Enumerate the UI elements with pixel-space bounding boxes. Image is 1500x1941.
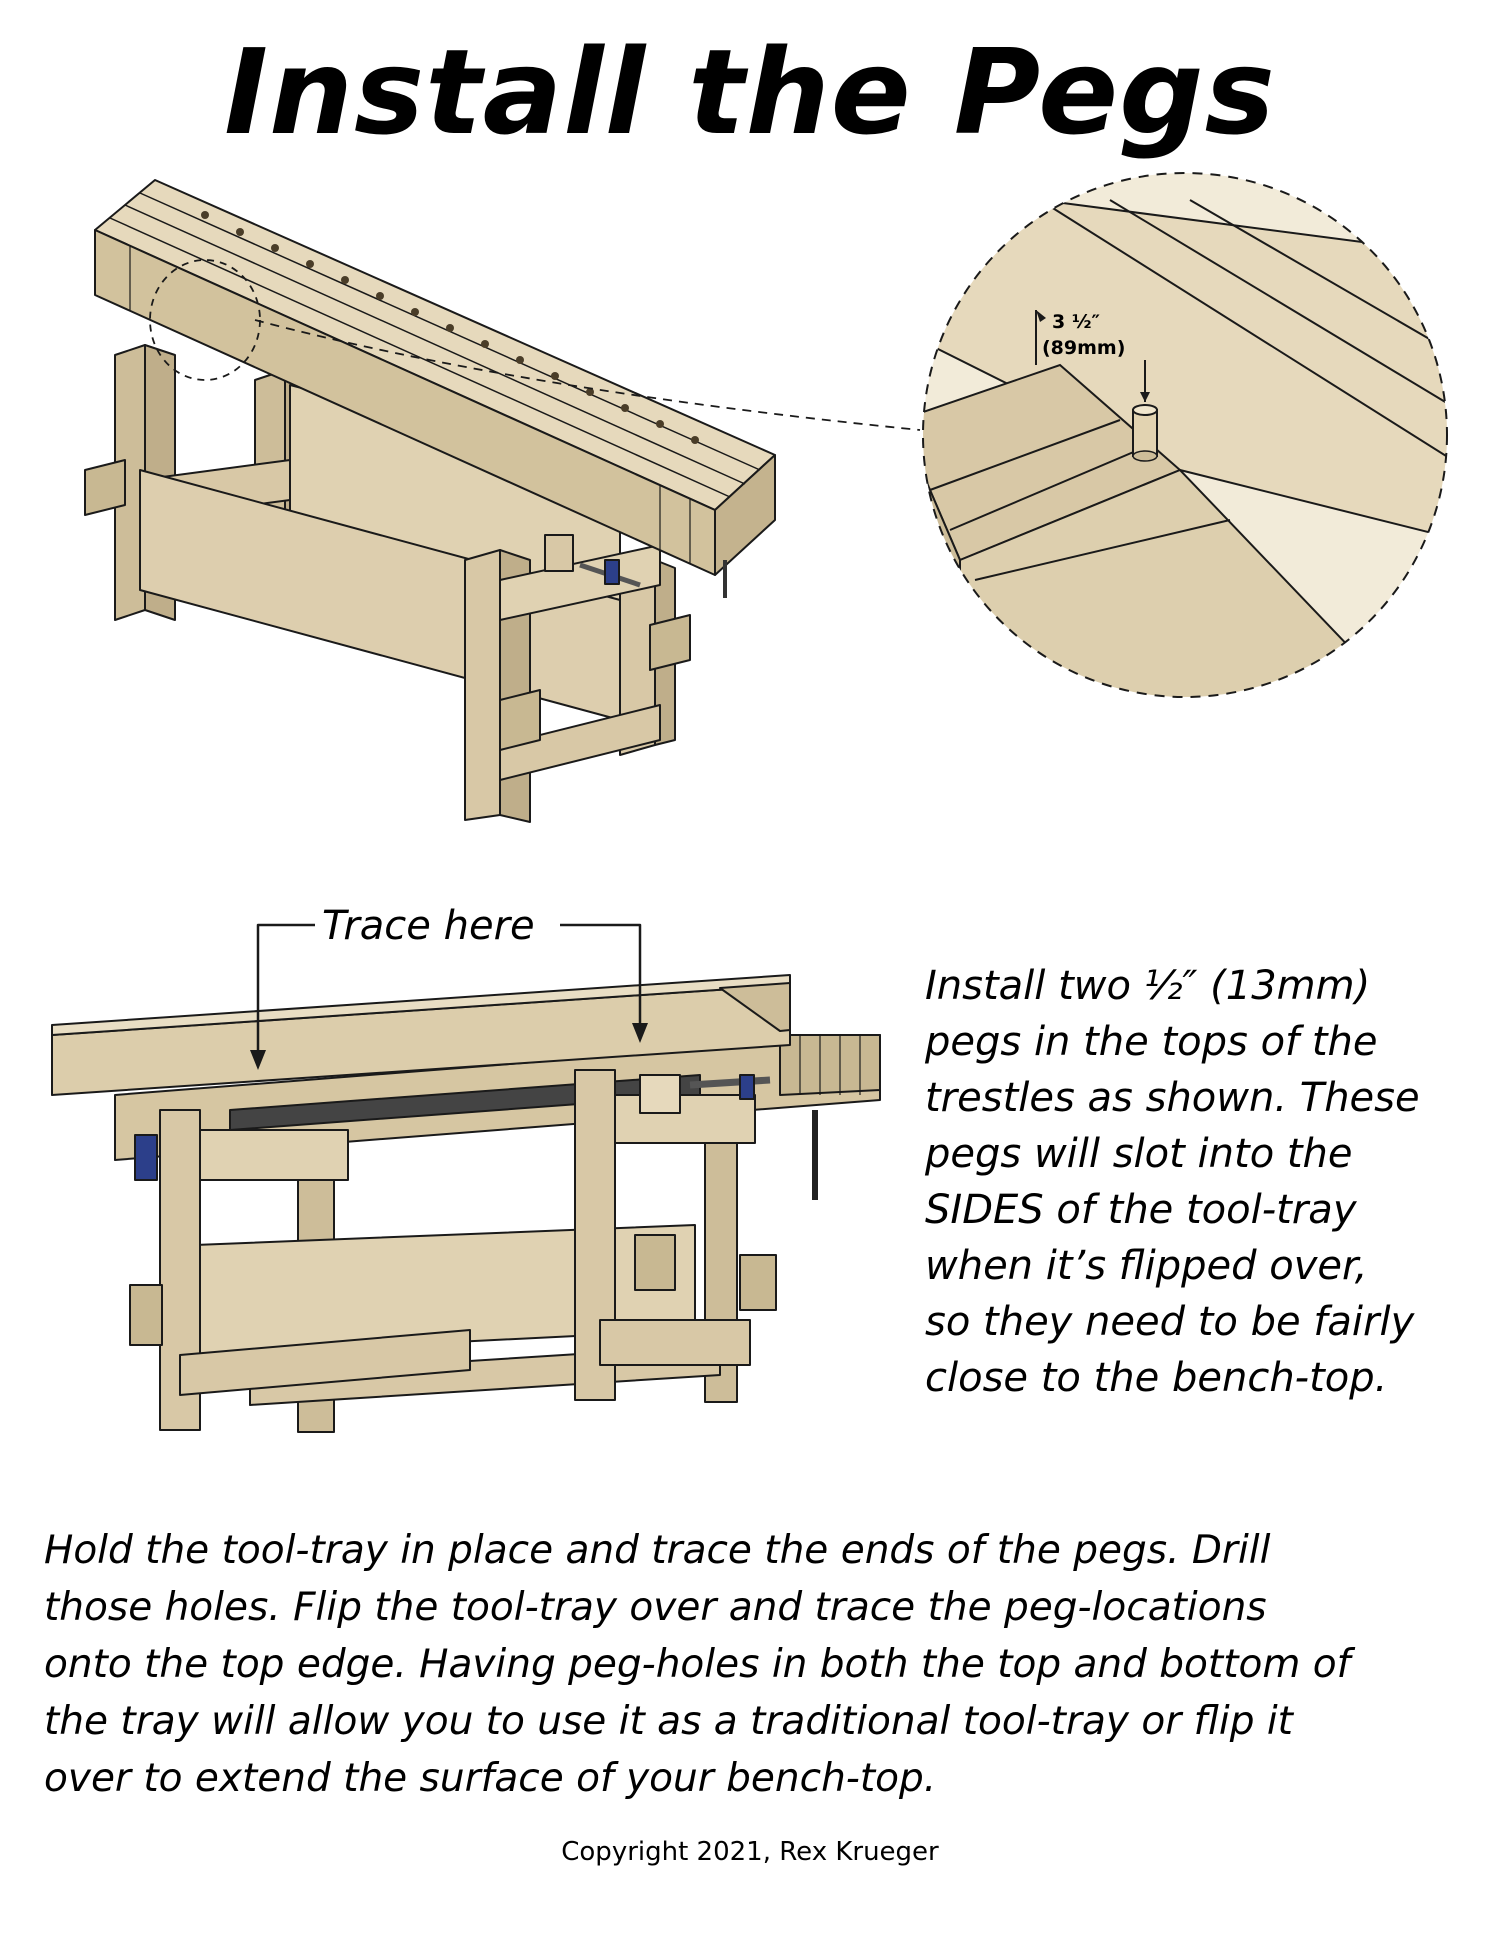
copyright-notice: Copyright 2021, Rex Krueger [561, 1837, 939, 1867]
page-title: Install the Pegs [224, 23, 1276, 161]
main-instructions: Hold the tool-tray in place and trace the ends of the pegs. Drill those holes. Flip the tool-tray over and trace the peg-locations onto the top edge. Having peg-holes in both the top and bottom of the tray will allow you to use it as a traditional tool-tray or flip it over to extend the surface of your bench-top. [44, 1528, 1351, 1801]
peg-detail-illustration [880, 150, 1500, 750]
dimension-metric: (89mm) [1042, 337, 1126, 359]
trace-here-label: Trace here [322, 903, 535, 949]
dimension-imperial: 3 ½″ [1052, 311, 1100, 333]
bench-isometric-illustration [85, 180, 920, 822]
bench-with-tray-illustration [52, 925, 880, 1432]
side-instructions: Install two ½″ (13mm) pegs in the tops of the trestles as shown. These pegs will slot into the SIDES of the tool-tray when it’s flipped over, so they need to be fairly close to the bench-top. [925, 963, 1420, 1401]
